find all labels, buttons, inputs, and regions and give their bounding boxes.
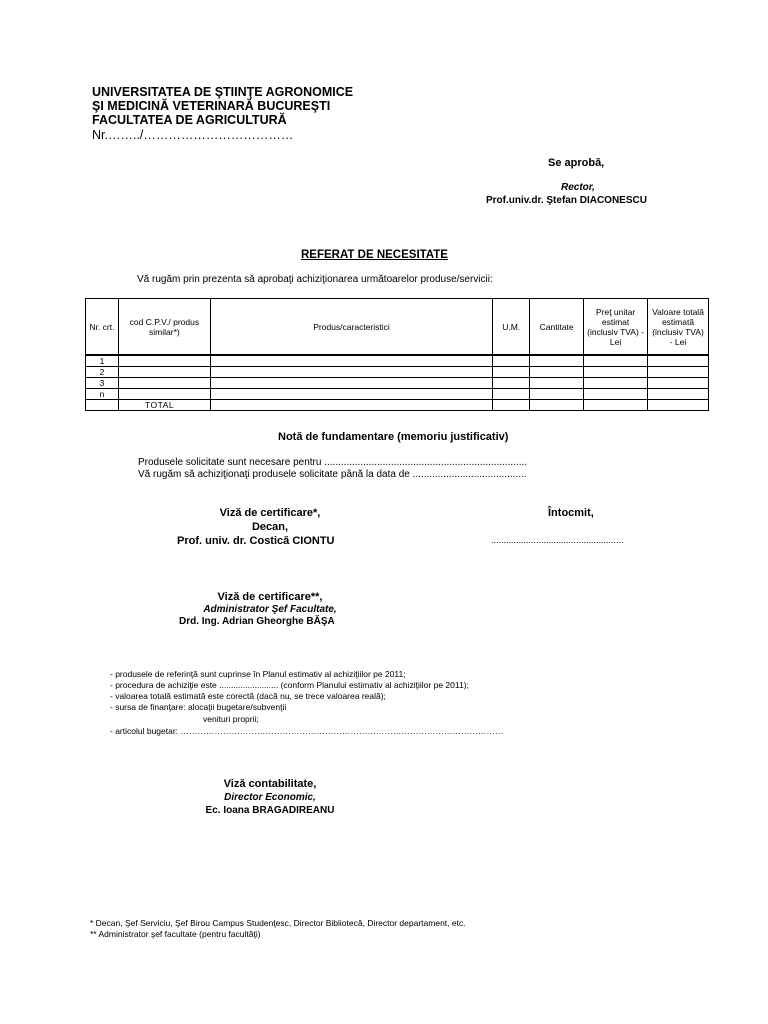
um-cell[interactable] (493, 355, 530, 367)
table-row (86, 378, 709, 389)
col-header-cpv: cod C.P.V./ produs similar*) (118, 299, 210, 356)
accounting-visa-role: Director Economic, (224, 792, 316, 803)
table-row (86, 355, 709, 367)
registration-number: Nr.……../……………………………… (92, 128, 294, 142)
row-number: 2 (86, 367, 119, 378)
quantity-cell[interactable] (530, 355, 584, 367)
um-cell[interactable] (493, 367, 530, 378)
col-header-total-value: Valoare totală estimată (inclusiv TVA) - Lei (648, 299, 709, 356)
prepared-by-label: Întocmit, (548, 507, 594, 519)
document-title: REFERAT DE NECESITATE (301, 249, 448, 261)
footnote-2: ** Administrator şef facultate (pentru facultăţi) (90, 929, 261, 939)
unit-price-cell[interactable] (584, 355, 648, 367)
um-cell[interactable] (493, 378, 530, 389)
quantity-cell[interactable] (530, 378, 584, 389)
unit-price-cell[interactable] (584, 367, 648, 378)
table-row (86, 389, 709, 400)
note-title: Notă de fundamentare (memoriu justificativ) (278, 431, 509, 443)
total-value-cell[interactable] (648, 378, 709, 389)
footnote-1: * Decan, Şef Serviciu, Şef Birou Campus Studenţesc, Director Bibliotecă, Director departament, etc. (90, 918, 466, 928)
total-value-cell[interactable] (648, 367, 709, 378)
bullet-funding-source: - sursa de finanţare: alocaţii bugetare/subvenţii (110, 702, 287, 712)
total-value-cell[interactable] (648, 400, 709, 411)
product-cell[interactable] (210, 367, 492, 378)
accounting-visa-name: Ec. Ioana BRAGADIREANU (205, 805, 335, 816)
faculty-name: FACULTATEA DE AGRICULTURĂ (92, 113, 287, 127)
note-purpose-line: Produsele solicitate sunt necesare pentru ......................................................................... (138, 457, 528, 468)
cpv-cell[interactable] (118, 355, 210, 367)
row-number: 1 (86, 355, 119, 367)
bullet-own-revenue: venituri proprii; (203, 714, 259, 724)
certification-title-2: Viză de certificare**, (217, 591, 323, 603)
col-header-um: U.M. (493, 299, 530, 356)
unit-price-cell[interactable] (584, 389, 648, 400)
certification-title-1: Viză de certificare*, (219, 507, 321, 519)
cpv-cell[interactable] (118, 389, 210, 400)
institution-name-line2: ŞI MEDICINĂ VETERINARĂ BUCUREŞTI (92, 99, 331, 113)
unit-price-cell[interactable] (584, 400, 648, 411)
product-cell[interactable] (210, 389, 492, 400)
requisition-table (85, 298, 709, 411)
intro-text: Vă rugăm prin prezenta să aprobaţi achiziţionarea următoarelor produse/servicii: (137, 274, 493, 285)
cpv-cell[interactable] (118, 378, 210, 389)
product-cell[interactable] (210, 378, 492, 389)
total-value-cell[interactable] (648, 355, 709, 367)
cpv-cell[interactable] (118, 367, 210, 378)
certification-role-1: Decan, (251, 521, 289, 533)
col-header-quantity: Cantitate (530, 299, 584, 356)
unit-price-cell[interactable] (584, 378, 648, 389)
bullet-procedure: - procedura de achiziţie este ......................... (conform Planului estimativ al achiziţiilor pe 2011); (110, 680, 469, 690)
quantity-cell[interactable] (530, 389, 584, 400)
approval-name: Prof.univ.dr. Ştefan DIACONESCU (486, 195, 647, 206)
table-header-row (86, 299, 709, 356)
table-row (86, 367, 709, 378)
quantity-cell[interactable] (530, 367, 584, 378)
certification-role-2: Administrator Şef Facultate, (203, 604, 337, 615)
quantity-cell[interactable] (530, 400, 584, 411)
empty-cell (86, 400, 119, 411)
col-header-nr: Nr. crt. (86, 299, 119, 356)
institution-name-line1: UNIVERSITATEA DE ŞTIINŢE AGRONOMICE (92, 85, 354, 99)
certification-name-2: Drd. Ing. Adrian Gheorghe BĂŞA (179, 616, 335, 627)
um-cell[interactable] (493, 400, 530, 411)
certification-name-1: Prof. univ. dr. Costică CIONTU (177, 535, 335, 547)
row-number: 3 (86, 378, 119, 389)
col-header-unit-price: Preţ unitar estimat (inclusiv TVA) - Lei (584, 299, 648, 356)
accounting-visa-title: Viză contabilitate, (223, 778, 317, 790)
row-number: n (86, 389, 119, 400)
total-label: TOTAL (118, 400, 210, 411)
note-deadline-line: Vă rugăm să achiziţionaţi produsele solicitate până la data de ......................................... (138, 469, 527, 480)
col-header-product: Produs/caracteristici (210, 299, 492, 356)
product-cell[interactable] (210, 355, 492, 367)
approval-role: Rector, (561, 182, 595, 193)
table-total-row (86, 400, 709, 411)
product-cell[interactable] (210, 400, 492, 411)
prepared-by-signature-line: ..................................................... (491, 535, 624, 545)
bullet-reference-products: - produsele de referinţă sunt cuprinse în Planul estimativ al achiziţiilor pe 2011; (110, 669, 406, 679)
bullet-budget-article: - articolul bugetar: …………………………………………………………………………………………………… (110, 726, 504, 736)
um-cell[interactable] (493, 389, 530, 400)
total-value-cell[interactable] (648, 389, 709, 400)
approval-label: Se aprobă, (548, 157, 605, 169)
bullet-total-value: - valoarea totală estimată este corectă (dacă nu, se trece valoarea reală); (110, 691, 386, 701)
